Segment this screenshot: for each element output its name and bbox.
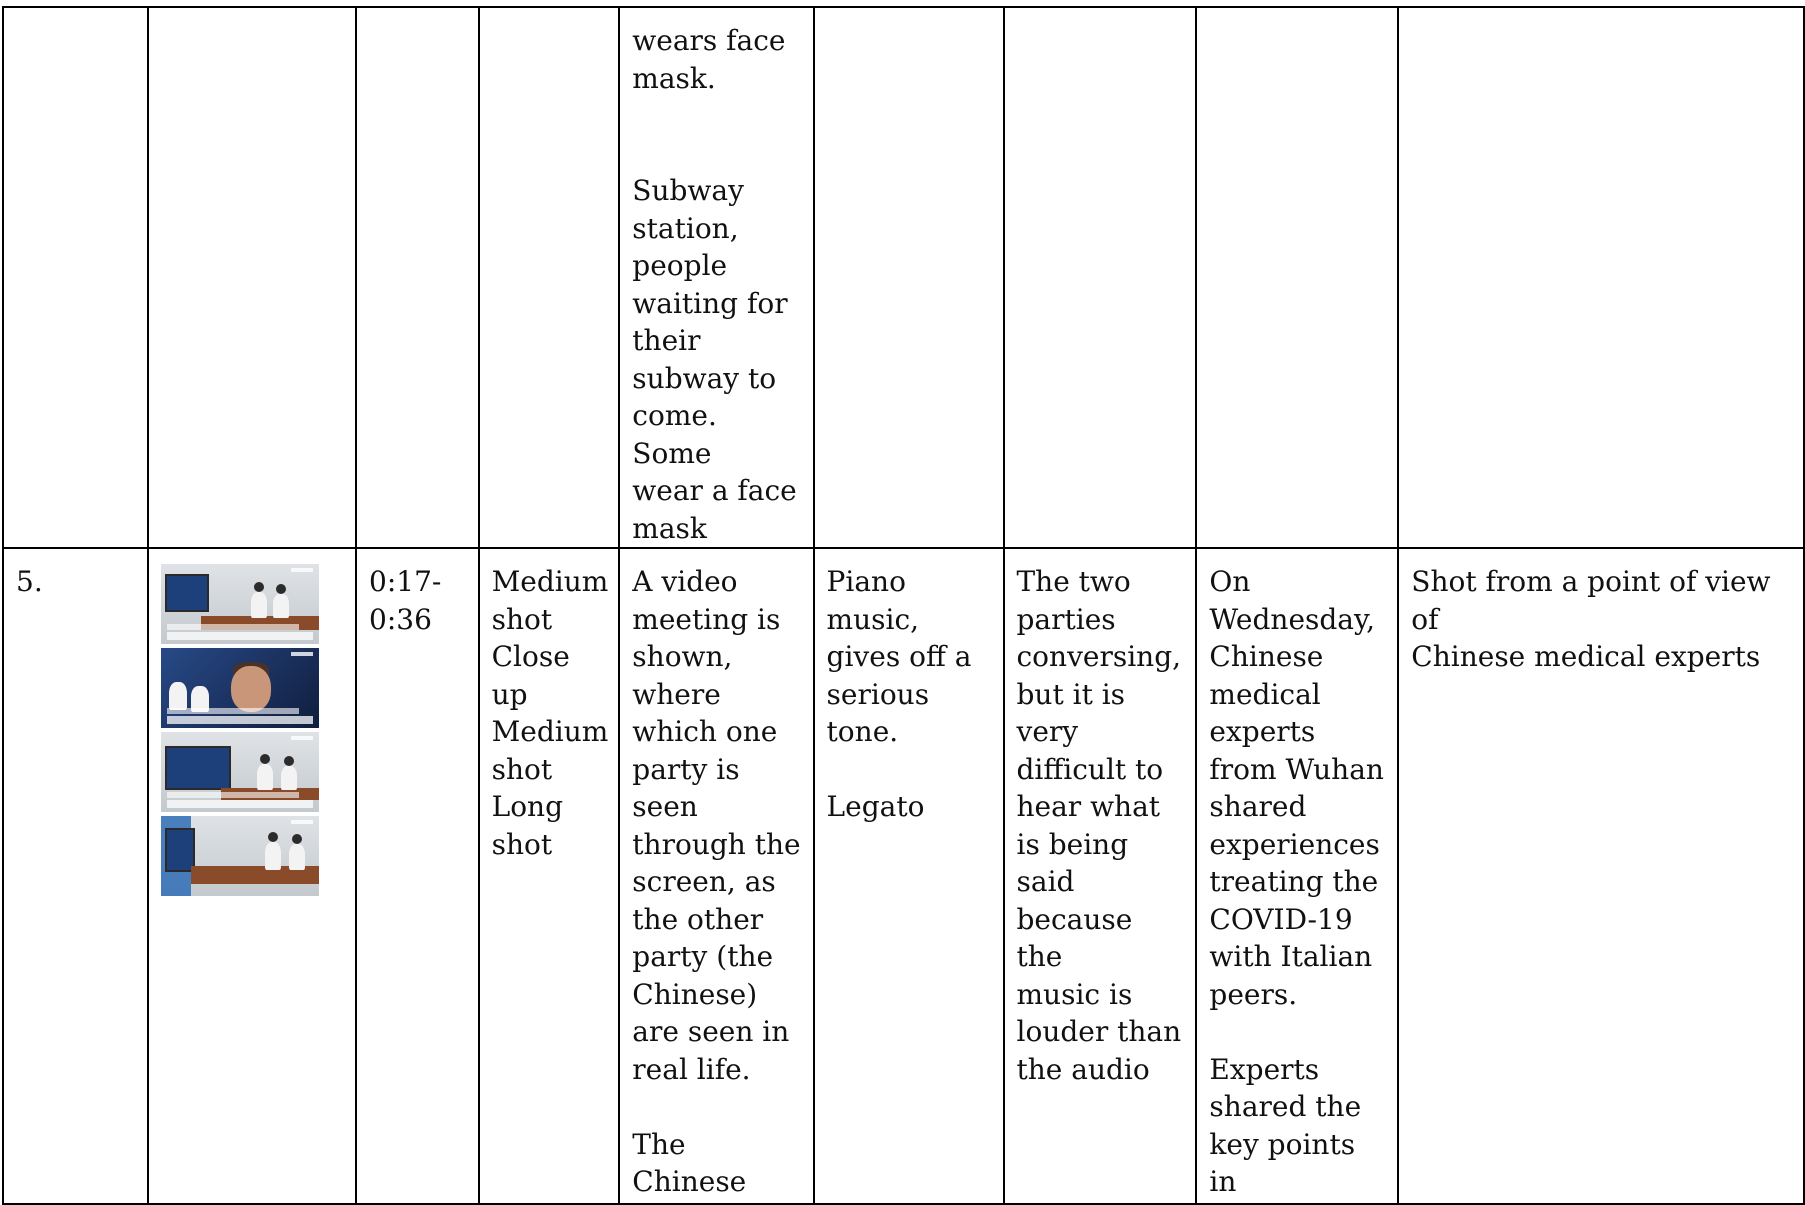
shot-type: Medium shot Close up Medium shot Long shot: [491, 565, 609, 861]
music-cell: [814, 548, 1004, 1204]
shot-number: 5.: [16, 565, 43, 598]
audio-description: The two parties conversing, but it is very difficult to hear what is being said because the music is louder than the audio: [1016, 565, 1182, 1086]
audio-cell: [1004, 548, 1197, 1204]
storyboard-table: [2, 6, 1805, 1205]
table-row: [3, 7, 1804, 548]
onscreen-text: On Wednesday, Chinese medical experts from Wuhan shared experiences treating the COVID-19 with Italian peers. Experts shared the key points in: [1209, 565, 1384, 1198]
notes: Shot from a point of view of Chinese medical experts: [1411, 565, 1771, 673]
text-cell: [1196, 7, 1398, 548]
visual-description-cell: [619, 548, 813, 1204]
music-cell: [814, 7, 1004, 548]
visual-description-cell: [619, 7, 813, 548]
visual-description: wears face mask. Subway station, people waiting for their subway to come. Some wear a face mask: [632, 24, 797, 545]
video-frame-thumbnail: [161, 732, 319, 812]
audio-cell: [1004, 7, 1197, 548]
video-frame-thumbnail: [161, 564, 319, 644]
notes-cell: [1398, 7, 1804, 548]
shot-number-cell: [3, 548, 148, 1204]
shot-type-cell: [479, 7, 620, 548]
time-cell: [356, 7, 479, 548]
table-row: [3, 548, 1804, 1204]
thumbnail-strip: [161, 564, 319, 896]
video-frame-thumbnail: [161, 648, 319, 728]
time-cell: [356, 548, 479, 1204]
visual-description: A video meeting is shown, where which one party is seen through the screen, as the other party (the Chinese) are seen in real life. The Chinese: [632, 565, 801, 1198]
music-description: Piano music, gives off a serious tone. Legato: [826, 565, 972, 823]
thumbnail-cell: [148, 7, 356, 548]
shot-type-cell: [479, 548, 620, 1204]
video-frame-thumbnail: [161, 816, 319, 896]
notes-cell: [1398, 548, 1804, 1204]
thumbnail-cell: [148, 548, 356, 1204]
time-range: 0:17- 0:36: [369, 565, 442, 636]
shot-number-cell: [3, 7, 148, 548]
text-cell: [1196, 548, 1398, 1204]
